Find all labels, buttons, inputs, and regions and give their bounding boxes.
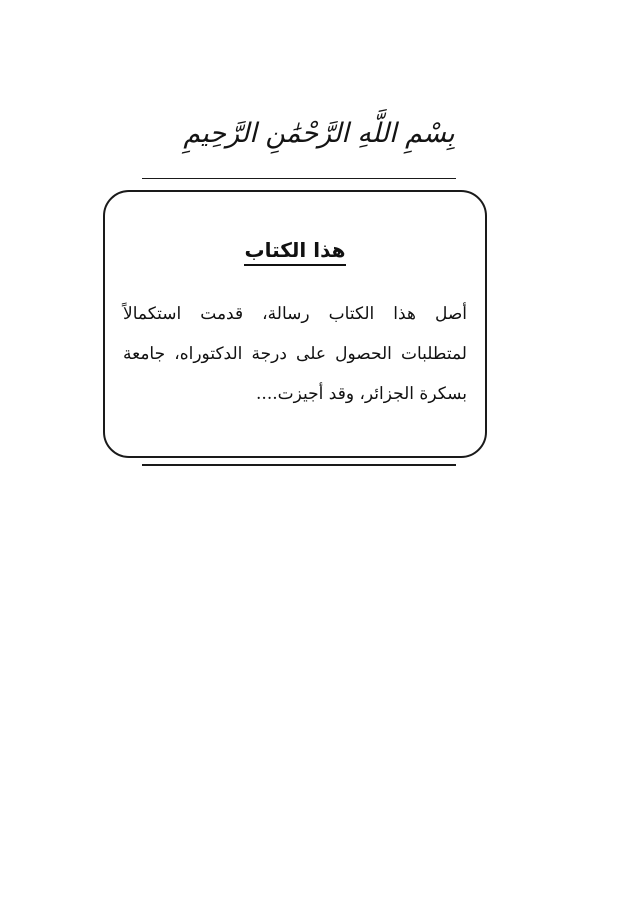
bottom-divider	[142, 464, 456, 466]
top-divider	[142, 178, 456, 179]
basmala-heading: بِسْمِ اللَّهِ الرَّحْمَٰنِ الرَّحِيمِ	[183, 118, 455, 149]
notice-body: أصل هذا الكتاب رسالة، قدمت استكمالاً لمتطلبات الحصول على درجة الدكتوراه، جامعة بسكرة الجزائر، وقد أجيزت....	[123, 304, 467, 404]
notice-title	[105, 238, 485, 262]
notice-title-text: هذا الكتاب	[244, 238, 345, 266]
book-notice-box	[103, 190, 487, 458]
